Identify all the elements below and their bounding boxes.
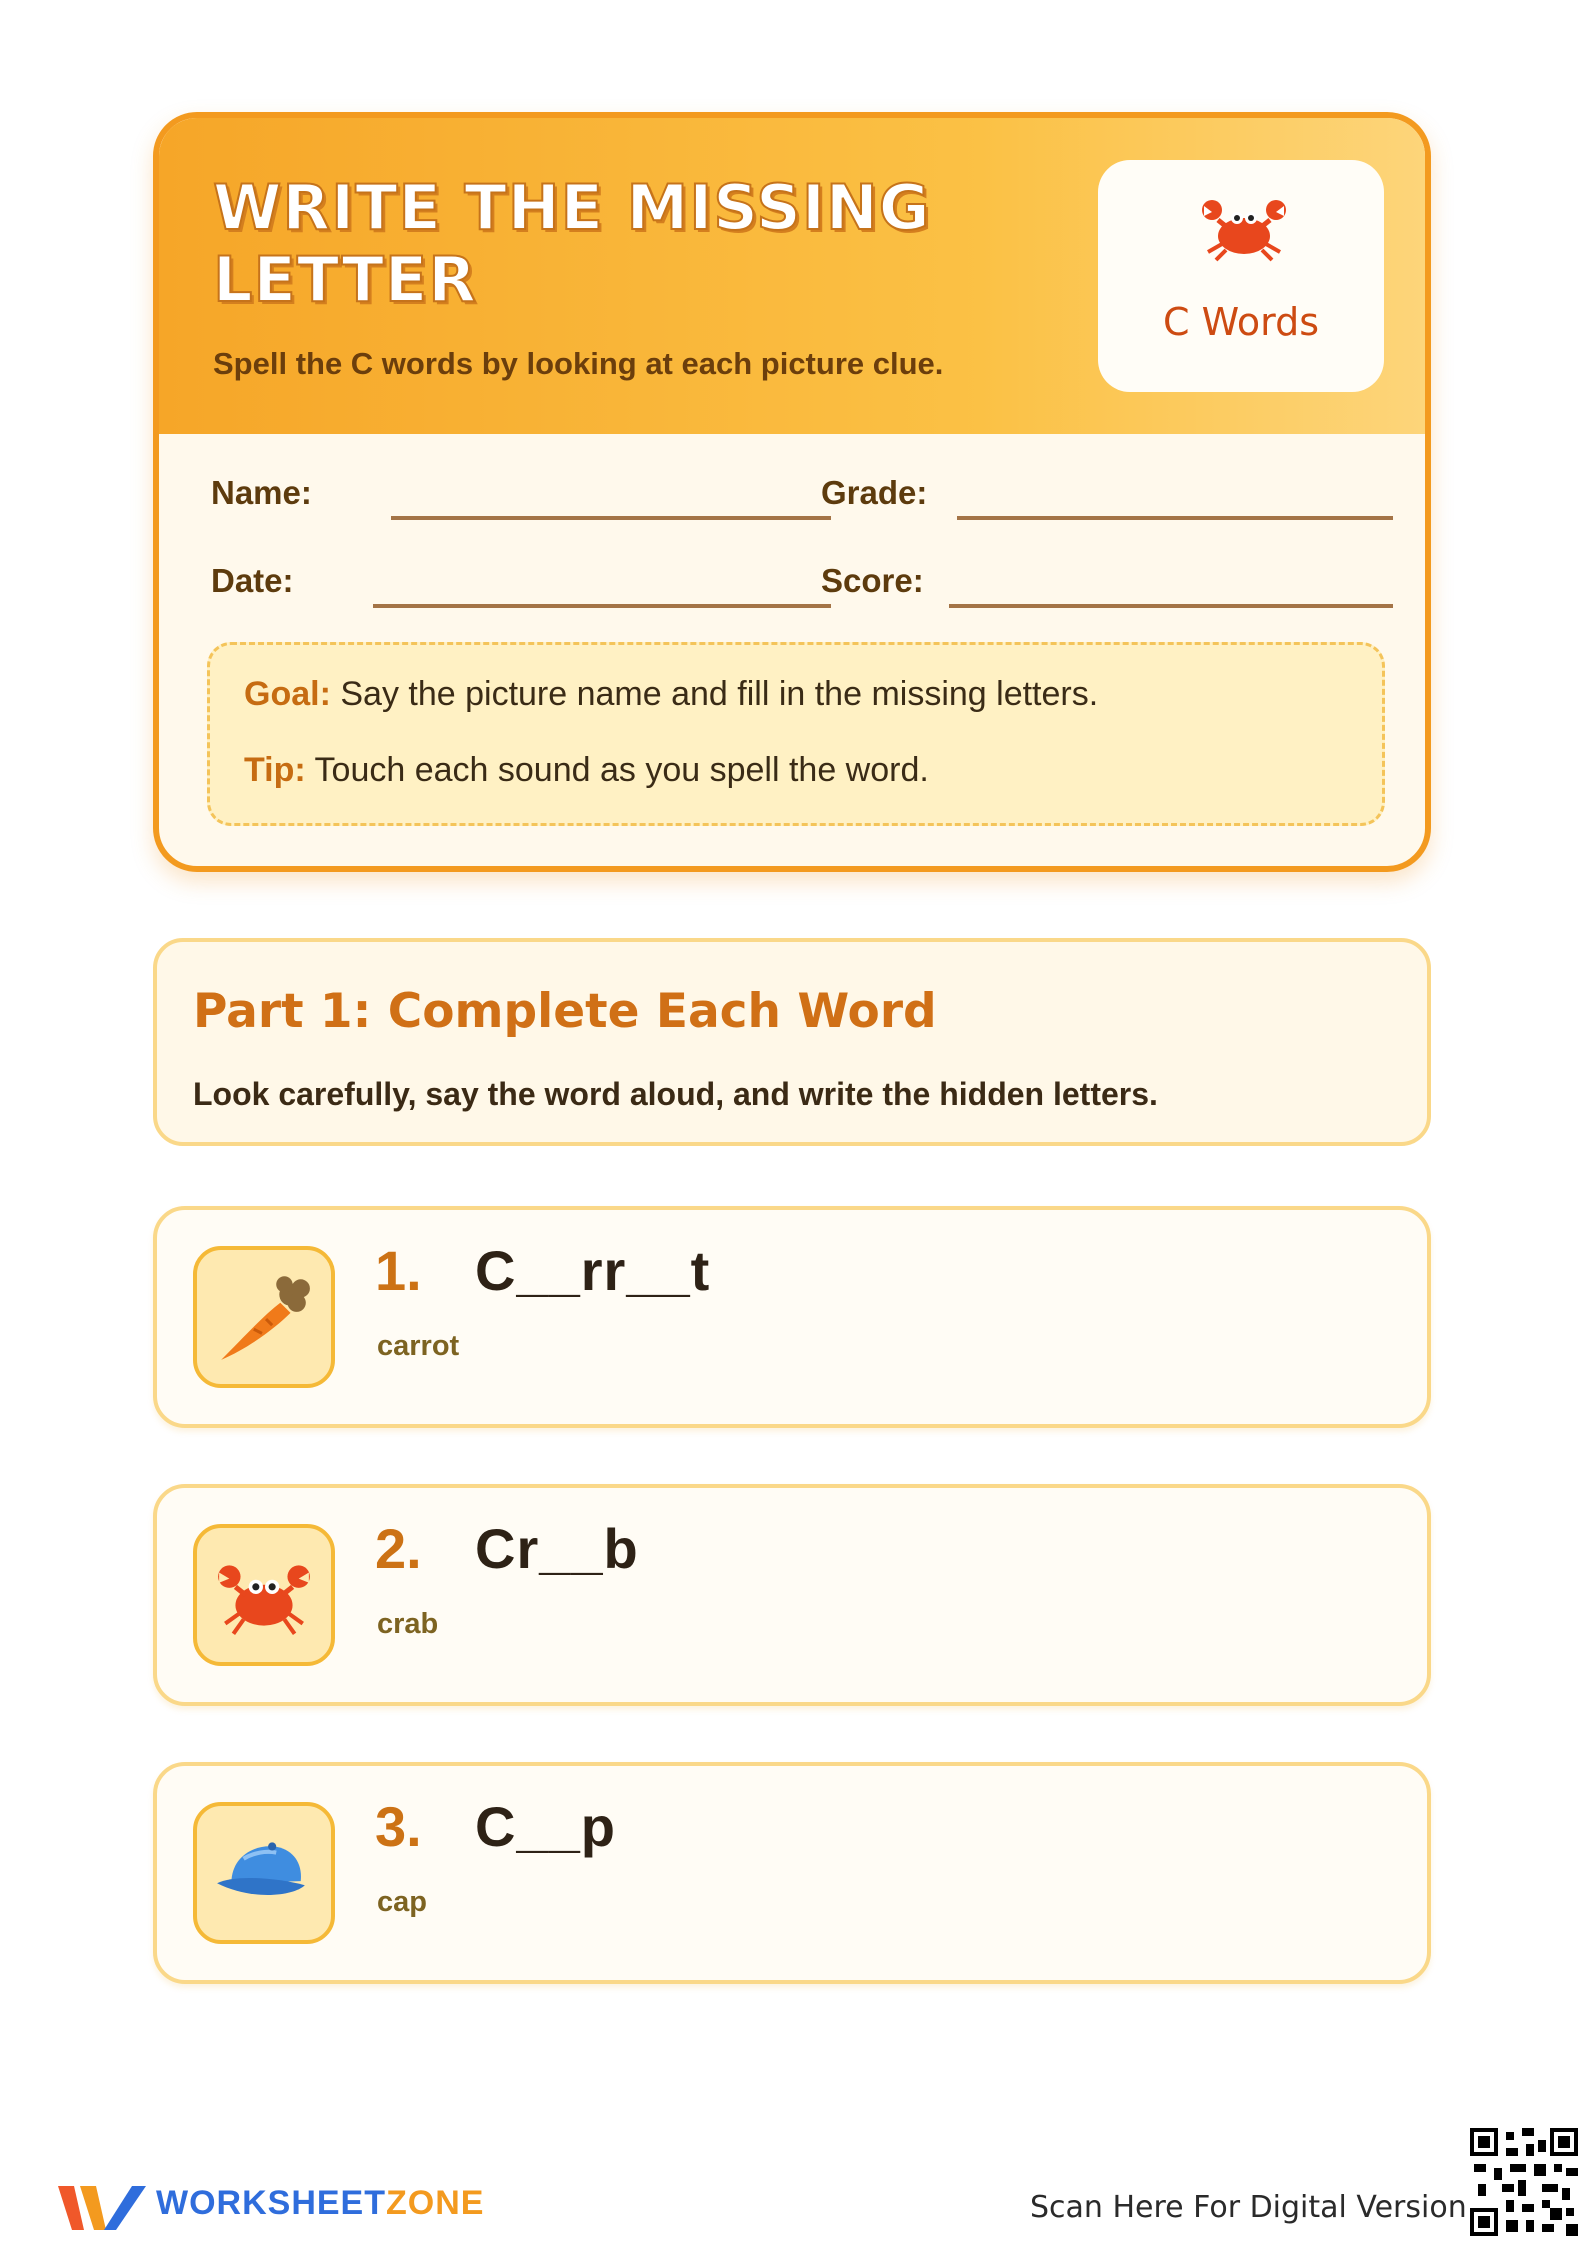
picture-box — [193, 1524, 335, 1666]
cap-icon — [213, 1822, 315, 1924]
part-1-header — [153, 938, 1431, 1146]
brand-name-part1: WORKSHEET — [156, 2184, 386, 2222]
grade-line[interactable] — [957, 516, 1393, 520]
name-field[interactable] — [211, 474, 781, 518]
score-label: Score: — [821, 562, 924, 599]
item-number: 3. — [375, 1795, 422, 1858]
item-puzzle-word[interactable]: C__rr__t — [475, 1239, 711, 1302]
word-item-carrot — [153, 1206, 1431, 1428]
item-hint: cap — [377, 1886, 427, 1918]
item-hint: crab — [377, 1608, 439, 1640]
name-line[interactable] — [391, 516, 831, 520]
worksheet-title: WRITE THE MISSING LETTER — [213, 171, 931, 316]
date-line[interactable] — [373, 604, 831, 608]
item-number: 2. — [375, 1517, 422, 1580]
word-item-crab — [153, 1484, 1431, 1706]
goal-text: Say the picture name and fill in the missing letters. — [340, 675, 1099, 713]
picture-box — [193, 1246, 335, 1388]
worksheet-header-card — [153, 112, 1431, 872]
item-number: 1. — [375, 1239, 422, 1302]
part-title: Part 1: Complete Each Word — [193, 984, 937, 1039]
instructions-box — [207, 642, 1385, 826]
grade-field[interactable] — [821, 474, 1389, 518]
topic-badge-label: C Words — [1162, 300, 1320, 344]
tip-text: Touch each sound as you spell the word. — [314, 751, 929, 789]
item-puzzle-word[interactable]: C__p — [475, 1795, 616, 1858]
part-subtitle: Look carefully, say the word aloud, and write the hidden letters. — [193, 1076, 1158, 1112]
crab-icon — [213, 1544, 315, 1646]
date-field[interactable] — [211, 562, 781, 606]
scan-instruction: Scan Here For Digital Version — [1030, 2190, 1467, 2225]
carrot-icon — [213, 1266, 315, 1368]
item-hint: carrot — [377, 1330, 460, 1362]
score-line[interactable] — [949, 604, 1393, 608]
date-label: Date: — [211, 562, 294, 599]
tip-label: Tip: — [244, 751, 306, 789]
name-label: Name: — [211, 474, 312, 511]
brand-name-part2: ZONE — [386, 2184, 485, 2222]
qr-code-icon[interactable] — [1470, 2128, 1578, 2236]
score-field[interactable] — [821, 562, 1389, 606]
grade-label: Grade: — [821, 474, 928, 511]
goal-line — [244, 675, 1098, 714]
goal-label: Goal: — [244, 675, 331, 713]
tip-line — [244, 751, 929, 790]
worksheetzone-logo-icon — [54, 2180, 150, 2236]
crab-icon — [1198, 192, 1290, 262]
worksheet-subtitle: Spell the C words by looking at each picture clue. — [213, 346, 944, 381]
brand-name — [156, 2184, 484, 2223]
item-puzzle-word[interactable]: Cr__b — [475, 1517, 639, 1580]
picture-box — [193, 1802, 335, 1944]
header-banner — [159, 118, 1425, 434]
word-item-cap — [153, 1762, 1431, 1984]
topic-badge — [1098, 160, 1384, 392]
